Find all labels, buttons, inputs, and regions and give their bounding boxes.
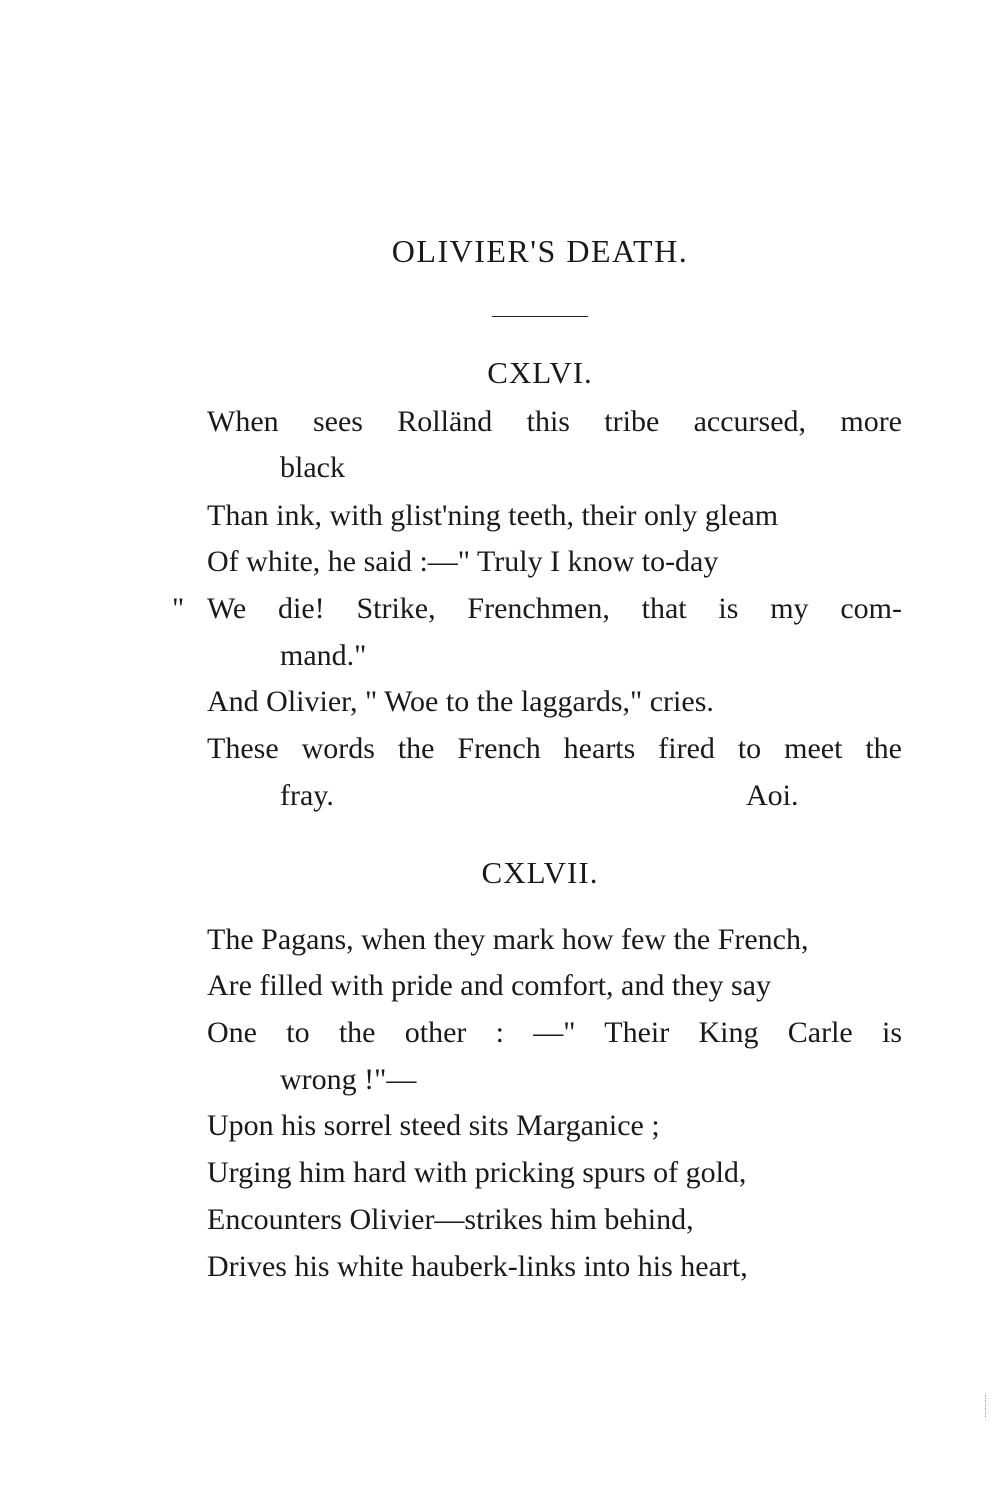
verse-line: And Olivier, " Woe to the laggards," cries.: [207, 685, 714, 718]
verse-line: Than ink, with glist'ning teeth, their only gleam: [207, 499, 779, 532]
verse-line: These words the French hearts fired to meet the: [207, 732, 902, 765]
verse-line: fray.: [280, 779, 334, 812]
verse-line: Drives his white hauberk-links into his heart,: [207, 1250, 748, 1283]
chapter-title: OLIVIER'S DEATH.: [391, 233, 689, 269]
opening-quote-mark: ": [172, 592, 185, 625]
verse-line: Urging him hard with pricking spurs of gold,: [207, 1156, 747, 1189]
verse-line: black: [280, 451, 345, 484]
verse-line: Are filled with pride and comfort, and they say: [207, 969, 771, 1002]
verse-line: The Pagans, when they mark how few the French,: [207, 923, 809, 956]
verse-line: Encounters Olivier—strikes him behind,: [207, 1203, 694, 1236]
verse-line: wrong !"—: [280, 1063, 417, 1096]
verse-line: Upon his sorrel steed sits Marganice ;: [207, 1109, 660, 1142]
verse-line: We die! Strike, Frenchmen, that is my com-: [207, 592, 902, 625]
verse-line: Of white, he said :—" Truly I know to-day: [207, 545, 719, 578]
verse-line: When sees Rolländ this tribe accursed, more: [207, 405, 902, 438]
stanza-heading-cxlvi: CXLVI.: [487, 355, 593, 390]
title-rule: [492, 316, 588, 317]
scan-speck: [985, 1395, 988, 1417]
aoi-refrain: Aoi.: [746, 779, 799, 812]
verse-line: One to the other : —" Their King Carle is: [207, 1016, 902, 1049]
stanza-heading-cxlvii: CXLVII.: [481, 855, 599, 890]
verse-line: mand.": [280, 639, 367, 672]
